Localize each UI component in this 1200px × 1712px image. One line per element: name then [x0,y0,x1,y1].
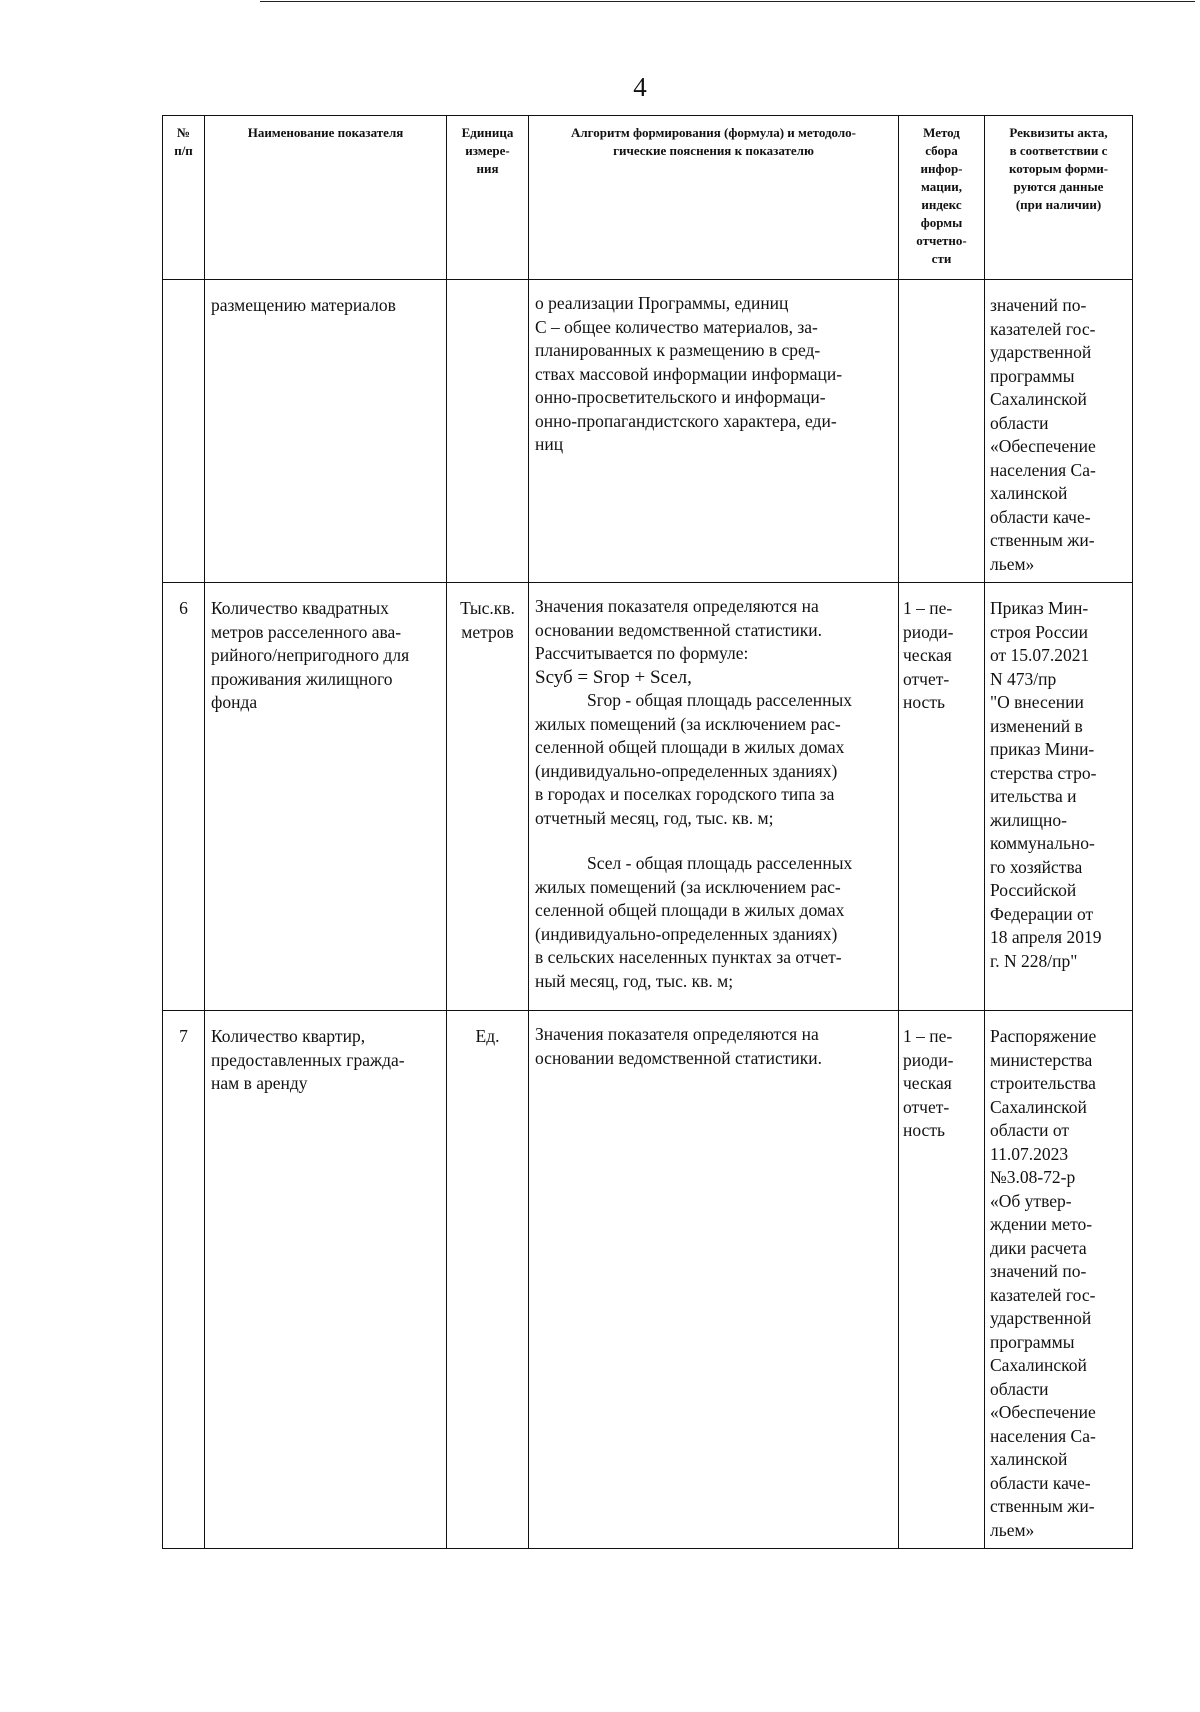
text-line: г. N 228/пр" [990,950,1078,971]
requisites-cell [985,1011,1133,1549]
text-line: фонда [211,692,258,712]
text-line: гические пояснения к показателю [613,143,814,158]
text-line: стерства стро- [990,762,1097,783]
text-line: (индивидуально-определенных зданиях) [535,760,838,781]
text-line: ударственной [990,342,1092,362]
unit-cell [447,583,529,1011]
text-line: ность [903,692,945,712]
text-line: коммунально- [990,833,1095,853]
text-line: инфор- [920,161,963,176]
text-line: Значения показателя определяются на [535,1024,819,1044]
text-line: онно-пропагандистского характера, еди- [535,410,837,431]
text-line: №3.08-72-р [990,1167,1076,1187]
text-line: отчетно- [916,233,967,248]
formula: Sсуб = Sгор + Sсел, [535,666,692,688]
text-line: Сахалинской [990,1096,1087,1117]
text-line: которым форми- [1008,161,1109,176]
text-line: ительства и [990,786,1077,806]
text-line: ственным жи- [990,530,1095,550]
text-line: (при наличии) [1015,197,1102,212]
header-method [899,116,985,280]
text-line: ударственной [990,1308,1092,1328]
text-line: ствах массовой информации информаци- [535,363,843,384]
text-line: ный месяц, год, тыс. кв. м; [535,970,734,991]
text-line: 1 – пе- [903,598,953,618]
text-line: селенной общей площади в жилых домах [535,900,845,920]
header-algorithm [529,116,899,280]
row-number: 6 [163,583,205,1011]
text-line: ческая [903,1073,952,1093]
text-line: халинской [990,1449,1068,1469]
text-line: онно-просветительского и информаци- [535,387,826,407]
text-line: населения Са- [990,1425,1096,1446]
row-number: 7 [163,1011,205,1549]
text-line: метров [461,621,514,642]
text-line: казателей гос- [990,318,1096,339]
table-row [163,280,1133,583]
text-line: «Обеспечение [990,436,1096,456]
text-line: 11.07.2023 [990,1143,1069,1164]
text-line: метров расселенного ава- [211,621,402,642]
text-line: сбора [925,143,958,158]
text-line: льем» [990,553,1035,574]
text-line: Тыс.кв. [460,598,515,618]
text-line: сти [931,251,952,266]
text-line: отчет- [903,668,950,689]
text-line: 1 – пе- [903,1026,953,1046]
text-line: руются данные [1013,179,1104,194]
text-line: строя России [990,621,1088,642]
text-line: области каче- [990,506,1091,527]
header-unit [447,116,529,280]
text-line: значений по- [990,295,1087,315]
text-line: (индивидуально-определенных зданиях) [535,923,838,944]
row-number [163,280,205,583]
text-line: ческая [903,645,952,665]
text-line: «Об утвер- [990,1190,1072,1211]
text-line: ственным жи- [990,1496,1095,1516]
text-line: в соответствии с [1009,143,1108,158]
text-line: области [990,412,1049,433]
table-row [163,1011,1133,1549]
text-line: рийного/непригодного для [211,645,410,665]
text-line: ниц [535,434,564,454]
text-line: N 473/пр [990,668,1057,689]
text-line: мации, [921,179,962,194]
text-line: жилых помещений (за исключением рас- [535,876,841,897]
text-line: Единица [461,125,514,140]
text-line: Sгор - общая площадь расселенных [587,690,852,710]
text-line: населения Са- [990,459,1096,480]
text-line: Значения показателя определяются на [535,596,819,616]
text-line: Наименование показателя [247,125,404,140]
text-line: Федерации от [990,903,1094,924]
algorithm-cell [529,583,899,1011]
text-line: программы [990,1331,1075,1352]
table-row [163,583,1133,1011]
text-line: Метод [923,125,960,140]
text-line: дики расчета [990,1237,1087,1258]
text-line: Приказ Мин- [990,598,1089,618]
text-line: го хозяйства [990,856,1083,877]
text-line: от 15.07.2021 [990,645,1090,665]
text-line: Количество квартир, [211,1026,366,1046]
header-row [163,116,1133,280]
text-line: программы [990,365,1075,386]
text-line: Алгоритм формирования (формула) и методоло- [570,125,857,140]
text-line: области от [990,1120,1070,1140]
text-line: ждении мето- [990,1214,1093,1234]
text-line: ния [476,161,499,176]
text-line: основании ведомственной статистики. [535,1047,822,1068]
text-line: предоставленных гражда- [211,1049,405,1070]
header-requisites [985,116,1133,280]
unit-cell: Ед. [447,1011,529,1549]
text-line: нам в аренду [211,1073,308,1093]
text-line: области каче- [990,1472,1091,1493]
method-cell [899,280,985,583]
method-cell [899,1011,985,1549]
text-line: индекс [921,197,962,212]
text-line: ность [903,1120,945,1140]
header-name [205,116,447,280]
text-line: Реквизиты акта, [1009,125,1108,140]
page-number: 4 [633,72,647,102]
requisites-cell [985,583,1133,1011]
indicator-name [205,583,447,1011]
text-line: Сахалинской [990,389,1087,409]
text-line: С – общее количество материалов, за- [535,316,818,337]
text-line: льем» [990,1519,1035,1540]
requisites-cell [985,280,1133,583]
top-rule [260,1,1195,2]
text-line: риоди- [903,621,954,642]
text-line: жилых помещений (за исключением рас- [535,713,841,734]
text-line: «Обеспечение [990,1402,1096,1422]
text-line: Распоряжение [990,1026,1097,1046]
indicator-table [162,115,1133,1549]
text-line: отчетный месяц, год, тыс. кв. м; [535,807,774,828]
text-line: жилищно- [990,809,1067,830]
text-line: министерства [990,1049,1093,1070]
text-line: в городах и поселках городского типа за [535,784,835,804]
header-num [163,116,205,280]
text-line: халинской [990,483,1068,503]
text-line: области [990,1378,1049,1399]
text-line: Российской [990,880,1077,900]
text-line: формы [920,215,963,230]
text-line: строительства [990,1073,1096,1093]
text-line: изменений в [990,715,1083,736]
text-line: основании ведомственной статистики. [535,619,822,640]
text-line: в сельских населенных пунктах за отчет- [535,947,842,967]
algorithm-cell [529,280,899,583]
indicator-name [205,1011,447,1549]
text-line: измере- [465,143,510,158]
text-line: о реализации Программы, единиц [535,293,789,313]
text-line: "О внесении [990,692,1084,712]
text-line: приказ Мини- [990,739,1095,759]
text-line: Сахалинской [990,1355,1087,1375]
text-line: п/п [174,143,193,158]
text-line: Количество квадратных [211,598,389,618]
unit-cell [447,280,529,583]
text-line: № [176,125,191,140]
text-line: риоди- [903,1049,954,1070]
text-line: отчет- [903,1096,950,1117]
algorithm-cell [529,1011,899,1549]
text-line: Рассчитывается по формуле: [535,643,749,663]
indicator-name: размещению материалов [205,280,447,583]
text-line: планированных к размещению в сред- [535,340,821,360]
text-line: проживания жилищного [211,668,393,689]
text-line: 18 апреля 2019 [990,927,1102,947]
text-line: значений по- [990,1261,1087,1281]
text-line: казателей гос- [990,1284,1096,1305]
method-cell [899,583,985,1011]
text-line: селенной общей площади в жилых домах [535,737,845,757]
text-line: Sсел - общая площадь расселенных [587,853,853,873]
